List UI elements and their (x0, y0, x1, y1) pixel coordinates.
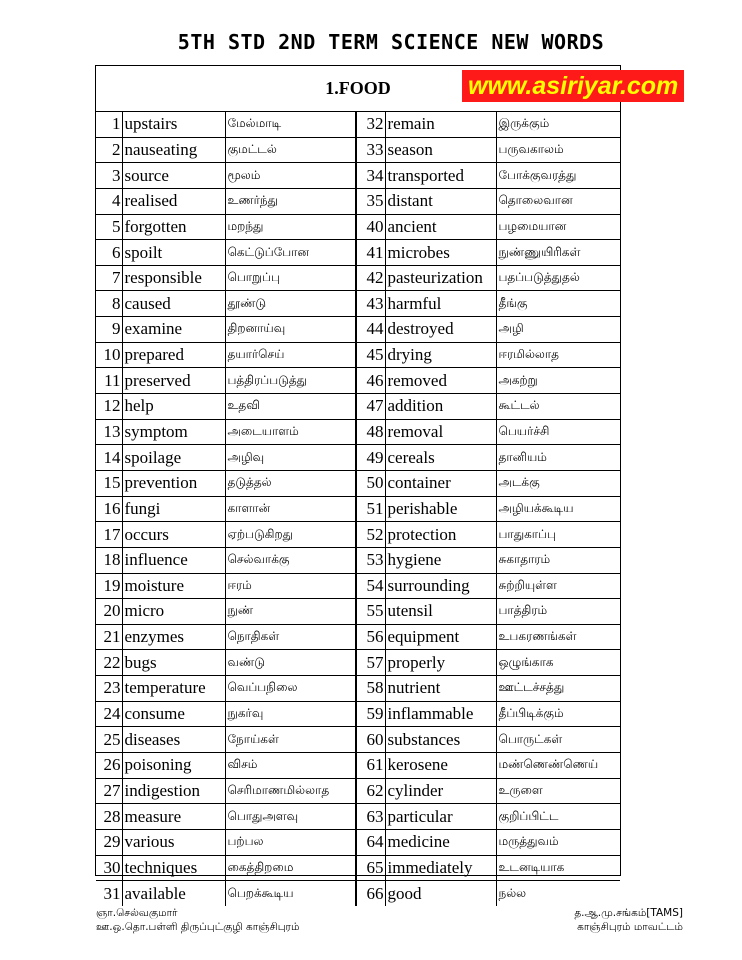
table-row (96, 573, 620, 599)
tamil-meaning: நுண் (225, 599, 356, 625)
table-row (96, 804, 620, 830)
table-row (96, 445, 620, 471)
tamil-meaning: வெப்பநிலை (225, 676, 356, 702)
english-word: consume (122, 701, 225, 727)
english-word: destroyed (385, 317, 496, 343)
english-word: ancient (385, 214, 496, 240)
tamil-meaning: உதவி (225, 394, 356, 420)
tamil-meaning: உருளை (496, 778, 620, 804)
table-header (96, 66, 679, 112)
author-school: ஊ.ஒ.தொ.பள்ளி திருப்புட்குழி காஞ்சிபுரம் (96, 921, 300, 933)
author-name: ஞா.செல்வகுமார் (96, 907, 178, 919)
table-row (96, 778, 620, 804)
watermark-logo: www.asiriyar.com (462, 70, 684, 102)
english-word: cereals (385, 445, 496, 471)
word-number: 44 (356, 317, 385, 343)
tamil-meaning: பொறுப்பு (225, 265, 356, 291)
word-number: 21 (96, 624, 122, 650)
word-number: 47 (356, 394, 385, 420)
tamil-meaning: உபகரணங்கள் (496, 624, 620, 650)
word-number: 14 (96, 445, 122, 471)
word-number: 19 (96, 573, 122, 599)
tamil-meaning: சுற்றியுள்ள (496, 573, 620, 599)
word-number: 57 (356, 650, 385, 676)
table-row (96, 650, 620, 676)
word-number: 1 (96, 112, 122, 137)
tamil-meaning: உடனடியாக (496, 855, 620, 881)
english-word: various (122, 829, 225, 855)
table-row (96, 829, 620, 855)
word-number: 56 (356, 624, 385, 650)
word-number: 42 (356, 265, 385, 291)
english-word: immediately (385, 855, 496, 881)
english-word: equipment (385, 624, 496, 650)
table-row (96, 624, 620, 650)
tamil-meaning: காளான் (225, 496, 356, 522)
english-word: remain (385, 112, 496, 137)
tamil-meaning: குறிப்பிட்ட (496, 804, 620, 830)
word-number: 6 (96, 240, 122, 266)
tamil-meaning: பொதுஅளவு (225, 804, 356, 830)
table-row (96, 727, 620, 753)
word-number: 26 (96, 753, 122, 779)
word-grid (96, 112, 620, 906)
word-number: 32 (356, 112, 385, 137)
word-number: 64 (356, 829, 385, 855)
tamil-meaning: ஏற்படுகிறது (225, 522, 356, 548)
english-word: responsible (122, 265, 225, 291)
word-number: 58 (356, 676, 385, 702)
english-word: available (122, 881, 225, 906)
english-word: cylinder (385, 778, 496, 804)
word-number: 34 (356, 163, 385, 189)
word-number: 53 (356, 547, 385, 573)
tamil-meaning: கைத்திறமை (225, 855, 356, 881)
table-row (96, 419, 620, 445)
tamil-meaning: மருத்துவம் (496, 829, 620, 855)
table-row (96, 265, 620, 291)
english-word: particular (385, 804, 496, 830)
tamil-meaning: குமட்டல் (225, 137, 356, 163)
english-word: indigestion (122, 778, 225, 804)
word-number: 35 (356, 188, 385, 214)
tamil-meaning: பதப்படுத்துதல் (496, 265, 620, 291)
word-number: 27 (96, 778, 122, 804)
word-number: 17 (96, 522, 122, 548)
word-number: 40 (356, 214, 385, 240)
tamil-meaning: மண்ணெண்ணெய் (496, 753, 620, 779)
tamil-meaning: அடையாளம் (225, 419, 356, 445)
table-row (96, 368, 620, 394)
english-word: forgotten (122, 214, 225, 240)
tamil-meaning: அழியக்கூடிய (496, 496, 620, 522)
english-word: nutrient (385, 676, 496, 702)
english-word: protection (385, 522, 496, 548)
tamil-meaning: பெயர்ச்சி (496, 419, 620, 445)
english-word: hygiene (385, 547, 496, 573)
english-word: properly (385, 650, 496, 676)
word-number: 9 (96, 317, 122, 343)
table-row (96, 676, 620, 702)
tamil-meaning: அடக்கு (496, 470, 620, 496)
tamil-meaning: செல்வாக்கு (225, 547, 356, 573)
english-word: pasteurization (385, 265, 496, 291)
word-number: 16 (96, 496, 122, 522)
word-number: 8 (96, 291, 122, 317)
tamil-meaning: தயார்செய் (225, 342, 356, 368)
table-row (96, 163, 620, 189)
english-word: perishable (385, 496, 496, 522)
tamil-meaning: பொருட்கள் (496, 727, 620, 753)
tamil-meaning: பருவகாலம் (496, 137, 620, 163)
page-title: 5TH STD 2ND TERM SCIENCE NEW WORDS (177, 30, 605, 54)
word-number: 65 (356, 855, 385, 881)
english-word: prevention (122, 470, 225, 496)
english-word: spoilt (122, 240, 225, 266)
word-number: 25 (96, 727, 122, 753)
english-word: diseases (122, 727, 225, 753)
tamil-meaning: நொதிகள் (225, 624, 356, 650)
english-word: upstairs (122, 112, 225, 137)
word-number: 12 (96, 394, 122, 420)
footer-association (574, 906, 683, 934)
tamil-meaning: தானியம் (496, 445, 620, 471)
english-word: caused (122, 291, 225, 317)
word-number: 46 (356, 368, 385, 394)
english-word: source (122, 163, 225, 189)
word-number: 55 (356, 599, 385, 625)
english-word: removal (385, 419, 496, 445)
word-number: 31 (96, 881, 122, 906)
english-word: good (385, 881, 496, 906)
word-number: 41 (356, 240, 385, 266)
english-word: prepared (122, 342, 225, 368)
english-word: symptom (122, 419, 225, 445)
tamil-meaning: தொலைவான (496, 188, 620, 214)
english-word: poisoning (122, 753, 225, 779)
table-row (96, 317, 620, 343)
word-number: 29 (96, 829, 122, 855)
table-row (96, 112, 620, 137)
tamil-meaning: தீங்கு (496, 291, 620, 317)
word-number: 30 (96, 855, 122, 881)
english-word: techniques (122, 855, 225, 881)
tamil-meaning: ஈரமில்லாத (496, 342, 620, 368)
word-number: 22 (96, 650, 122, 676)
english-word: fungi (122, 496, 225, 522)
word-number: 23 (96, 676, 122, 702)
table-row (96, 240, 620, 266)
english-word: microbes (385, 240, 496, 266)
tamil-meaning: சுகாதாரம் (496, 547, 620, 573)
word-number: 15 (96, 470, 122, 496)
english-word: examine (122, 317, 225, 343)
english-word: occurs (122, 522, 225, 548)
tamil-meaning: மேல்மாடி (225, 112, 356, 137)
table-row (96, 599, 620, 625)
english-word: enzymes (122, 624, 225, 650)
tamil-meaning: உணர்ந்து (225, 188, 356, 214)
english-word: micro (122, 599, 225, 625)
tamil-meaning: நோய்கள் (225, 727, 356, 753)
word-number: 33 (356, 137, 385, 163)
tamil-meaning: ஊட்டச்சத்து (496, 676, 620, 702)
english-word: distant (385, 188, 496, 214)
tamil-meaning: நுகர்வு (225, 701, 356, 727)
table-row (96, 753, 620, 779)
english-word: measure (122, 804, 225, 830)
english-word: drying (385, 342, 496, 368)
tamil-meaning: கூட்டல் (496, 394, 620, 420)
section-title: 1.FOOD (325, 78, 391, 98)
tamil-meaning: போக்குவரத்து (496, 163, 620, 189)
association-district: காஞ்சிபுரம் மாவட்டம் (577, 921, 683, 933)
tamil-meaning: தூண்டு (225, 291, 356, 317)
english-word: realised (122, 188, 225, 214)
table-row (96, 701, 620, 727)
word-number: 50 (356, 470, 385, 496)
tamil-meaning: பாதுகாப்பு (496, 522, 620, 548)
word-number: 45 (356, 342, 385, 368)
table-row (96, 855, 620, 881)
association-name: த.ஆ.மு.சங்கம்[TAMS] (574, 907, 683, 919)
word-number: 28 (96, 804, 122, 830)
tamil-meaning: மூலம் (225, 163, 356, 189)
tamil-meaning: பத்திரப்படுத்து (225, 368, 356, 394)
english-word: moisture (122, 573, 225, 599)
tamil-meaning: நுண்ணுயிரிகள் (496, 240, 620, 266)
word-number: 7 (96, 265, 122, 291)
tamil-meaning: நல்ல (496, 881, 620, 906)
word-number: 59 (356, 701, 385, 727)
word-number: 61 (356, 753, 385, 779)
word-number: 13 (96, 419, 122, 445)
english-word: utensil (385, 599, 496, 625)
word-number: 3 (96, 163, 122, 189)
table-row (96, 291, 620, 317)
word-number: 66 (356, 881, 385, 906)
word-number: 2 (96, 137, 122, 163)
english-word: help (122, 394, 225, 420)
tamil-meaning: செரிமாணமில்லாத (225, 778, 356, 804)
tamil-meaning: அழி (496, 317, 620, 343)
word-number: 24 (96, 701, 122, 727)
table-row (96, 496, 620, 522)
table-row (96, 522, 620, 548)
tamil-meaning: அழிவு (225, 445, 356, 471)
word-number: 60 (356, 727, 385, 753)
tamil-meaning: பெறக்கூடிய (225, 881, 356, 906)
tamil-meaning: திறனாய்வு (225, 317, 356, 343)
english-word: influence (122, 547, 225, 573)
word-number: 20 (96, 599, 122, 625)
word-number: 10 (96, 342, 122, 368)
english-word: harmful (385, 291, 496, 317)
word-number: 43 (356, 291, 385, 317)
english-word: transported (385, 163, 496, 189)
english-word: season (385, 137, 496, 163)
tamil-meaning: பாத்திரம் (496, 599, 620, 625)
tamil-meaning: வண்டு (225, 650, 356, 676)
tamil-meaning: தீப்பிடிக்கும் (496, 701, 620, 727)
english-word: surrounding (385, 573, 496, 599)
word-number: 54 (356, 573, 385, 599)
table-row (96, 881, 620, 906)
table-row (96, 547, 620, 573)
footer-author (96, 906, 299, 934)
english-word: bugs (122, 650, 225, 676)
tamil-meaning: கெட்டுப்போன (225, 240, 356, 266)
english-word: container (385, 470, 496, 496)
word-number: 48 (356, 419, 385, 445)
vocabulary-table (95, 65, 679, 903)
tamil-meaning: இருக்கும் (496, 112, 620, 137)
english-word: inflammable (385, 701, 496, 727)
tamil-meaning: தடுத்தல் (225, 470, 356, 496)
table-row (96, 137, 620, 163)
english-word: addition (385, 394, 496, 420)
english-word: substances (385, 727, 496, 753)
english-word: medicine (385, 829, 496, 855)
tamil-meaning: மறந்து (225, 214, 356, 240)
tamil-meaning: விசம் (225, 753, 356, 779)
tamil-meaning: அகற்று (496, 368, 620, 394)
word-number: 49 (356, 445, 385, 471)
english-word: removed (385, 368, 496, 394)
english-word: temperature (122, 676, 225, 702)
table-row (96, 394, 620, 420)
table-row (96, 188, 620, 214)
table-row (96, 214, 620, 240)
word-number: 11 (96, 368, 122, 394)
tamil-meaning: ஈரம் (225, 573, 356, 599)
table-row (96, 342, 620, 368)
english-word: nauseating (122, 137, 225, 163)
word-number: 63 (356, 804, 385, 830)
english-word: spoilage (122, 445, 225, 471)
word-number: 52 (356, 522, 385, 548)
english-word: preserved (122, 368, 225, 394)
tamil-meaning: பற்பல (225, 829, 356, 855)
english-word: kerosene (385, 753, 496, 779)
word-number: 18 (96, 547, 122, 573)
word-number: 51 (356, 496, 385, 522)
tamil-meaning: ஒழுங்காக (496, 650, 620, 676)
word-number: 5 (96, 214, 122, 240)
word-number: 4 (96, 188, 122, 214)
table-row (96, 470, 620, 496)
tamil-meaning: பழமையான (496, 214, 620, 240)
word-number: 62 (356, 778, 385, 804)
